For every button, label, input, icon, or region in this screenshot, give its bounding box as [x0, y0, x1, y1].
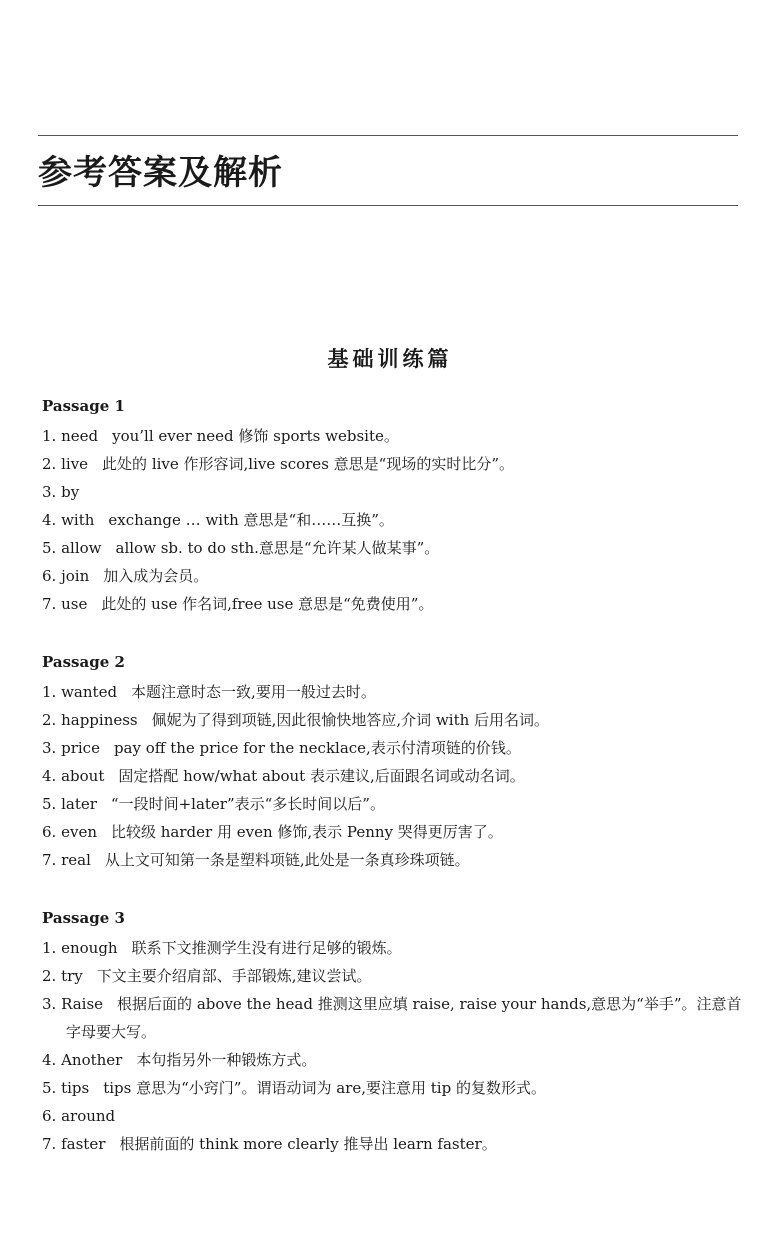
answer-explanation: pay off the price for the necklace,表示付清项链的价钱。 [113, 739, 521, 757]
item-number: 2. [42, 455, 57, 473]
answer-word: Raise [61, 995, 104, 1013]
answer-word: even [61, 823, 97, 841]
answer-word: need [61, 427, 99, 445]
answer-word: try [61, 967, 83, 985]
item-number: 4. [42, 1051, 57, 1069]
answer-explanation: 此处的 live 作形容词,live scores 意思是“现场的实时比分”。 [102, 455, 514, 473]
passage-3 [42, 906, 752, 1158]
answer-word: happiness [61, 711, 138, 729]
item-number: 6. [42, 1107, 57, 1125]
item-number: 7. [42, 595, 57, 613]
answer-explanation: 佩妮为了得到项链,因此很愉快地答应,介词 with 后用名词。 [151, 711, 550, 729]
passage-1 [42, 394, 752, 618]
item-number: 6. [42, 823, 57, 841]
answer-word: by [61, 483, 80, 501]
item-number: 4. [42, 511, 57, 529]
title-top-rule [38, 135, 738, 136]
answer-word: faster [61, 1135, 106, 1153]
item-number: 1. [42, 427, 57, 445]
answer-word: with [61, 511, 95, 529]
section-title: 基础训练篇 [327, 346, 453, 371]
answer-item [42, 506, 752, 534]
answer-explanation: 加入成为会员。 [103, 567, 209, 585]
answer-word: around [61, 1107, 116, 1125]
item-number: 5. [42, 1079, 57, 1097]
answer-explanation: 联系下文推测学生没有进行足够的锻炼。 [131, 939, 402, 957]
answer-item [42, 1074, 752, 1102]
answer-explanation: 本句指另外一种锻炼方式。 [136, 1051, 317, 1069]
item-number: 5. [42, 795, 57, 813]
answer-item [42, 1130, 752, 1158]
answer-item [42, 590, 752, 618]
answer-item [42, 422, 752, 450]
answer-item [42, 478, 752, 506]
item-number: 7. [42, 851, 57, 869]
answer-item [42, 846, 752, 874]
answer-item [42, 934, 752, 962]
item-number: 4. [42, 767, 57, 785]
item-number: 1. [42, 939, 57, 957]
answer-explanation: 根据前面的 think more clearly 推导出 learn faster。 [119, 1135, 497, 1153]
answer-item [42, 534, 752, 562]
item-number: 2. [42, 711, 57, 729]
answer-item [42, 962, 752, 990]
passage-heading: Passage 2 [42, 653, 125, 671]
item-number: 3. [42, 995, 57, 1013]
item-number: 1. [42, 683, 57, 701]
answer-list [42, 422, 752, 618]
answer-word: price [61, 739, 100, 757]
answer-item [42, 762, 752, 790]
answer-explanation: exchange … with 意思是“和……互换”。 [108, 511, 394, 529]
answer-word: live [61, 455, 89, 473]
answer-word: real [61, 851, 91, 869]
item-number: 6. [42, 567, 57, 585]
answer-explanation: you’ll ever need 修饰 sports website。 [112, 427, 399, 445]
item-number: 5. [42, 539, 57, 557]
answer-item [42, 562, 752, 590]
answer-list [42, 678, 752, 874]
answer-explanation: tips 意思为“小窍门”。谓语动词为 are,要注意用 tip 的复数形式。 [103, 1079, 546, 1097]
answer-explanation: 根据后面的 above the head 推测这里应填 raise, raise your hands,意思为“举手”。注意首字母要大写。 [66, 995, 742, 1041]
answer-word: allow [61, 539, 102, 557]
answer-word: wanted [61, 683, 118, 701]
answer-explanation: 此处的 use 作名词,free use 意思是“免费使用”。 [101, 595, 434, 613]
passage-heading: Passage 3 [42, 909, 125, 927]
answer-item [42, 706, 752, 734]
answer-word: about [61, 767, 105, 785]
answer-word: tips [61, 1079, 90, 1097]
answer-list [42, 934, 752, 1158]
passage-2 [42, 650, 752, 874]
title-bottom-rule [38, 205, 738, 206]
answer-item [42, 790, 752, 818]
answer-explanation: allow sb. to do sth.意思是“允许某人做某事”。 [115, 539, 440, 557]
item-number: 3. [42, 739, 57, 757]
item-number: 3. [42, 483, 57, 501]
answer-word: later [61, 795, 97, 813]
answer-item [42, 818, 752, 846]
passage-heading: Passage 1 [42, 397, 125, 415]
answer-explanation: 从上文可知第一条是塑料项链,此处是一条真珍珠项链。 [104, 851, 470, 869]
answer-item [42, 1046, 752, 1074]
answer-item [42, 678, 752, 706]
page-title: 参考答案及解析 [38, 153, 283, 193]
answer-word: use [61, 595, 88, 613]
answer-item [42, 450, 752, 478]
answer-explanation: 本题注意时态一致,要用一般过去时。 [131, 683, 376, 701]
answer-explanation: “一段时间+later”表示“多长时间以后”。 [110, 795, 385, 813]
answer-item [42, 990, 752, 1046]
answer-item [42, 1102, 752, 1130]
item-number: 2. [42, 967, 57, 985]
answer-word: enough [61, 939, 118, 957]
answer-explanation: 固定搭配 how/what about 表示建议,后面跟名词或动名词。 [118, 767, 525, 785]
answer-word: join [61, 567, 90, 585]
answer-explanation: 下文主要介绍肩部、手部锻炼,建议尝试。 [96, 967, 372, 985]
answer-explanation: 比较级 harder 用 even 修饰,表示 Penny 哭得更厉害了。 [110, 823, 503, 841]
item-number: 7. [42, 1135, 57, 1153]
answer-item [42, 734, 752, 762]
answer-word: Another [61, 1051, 123, 1069]
